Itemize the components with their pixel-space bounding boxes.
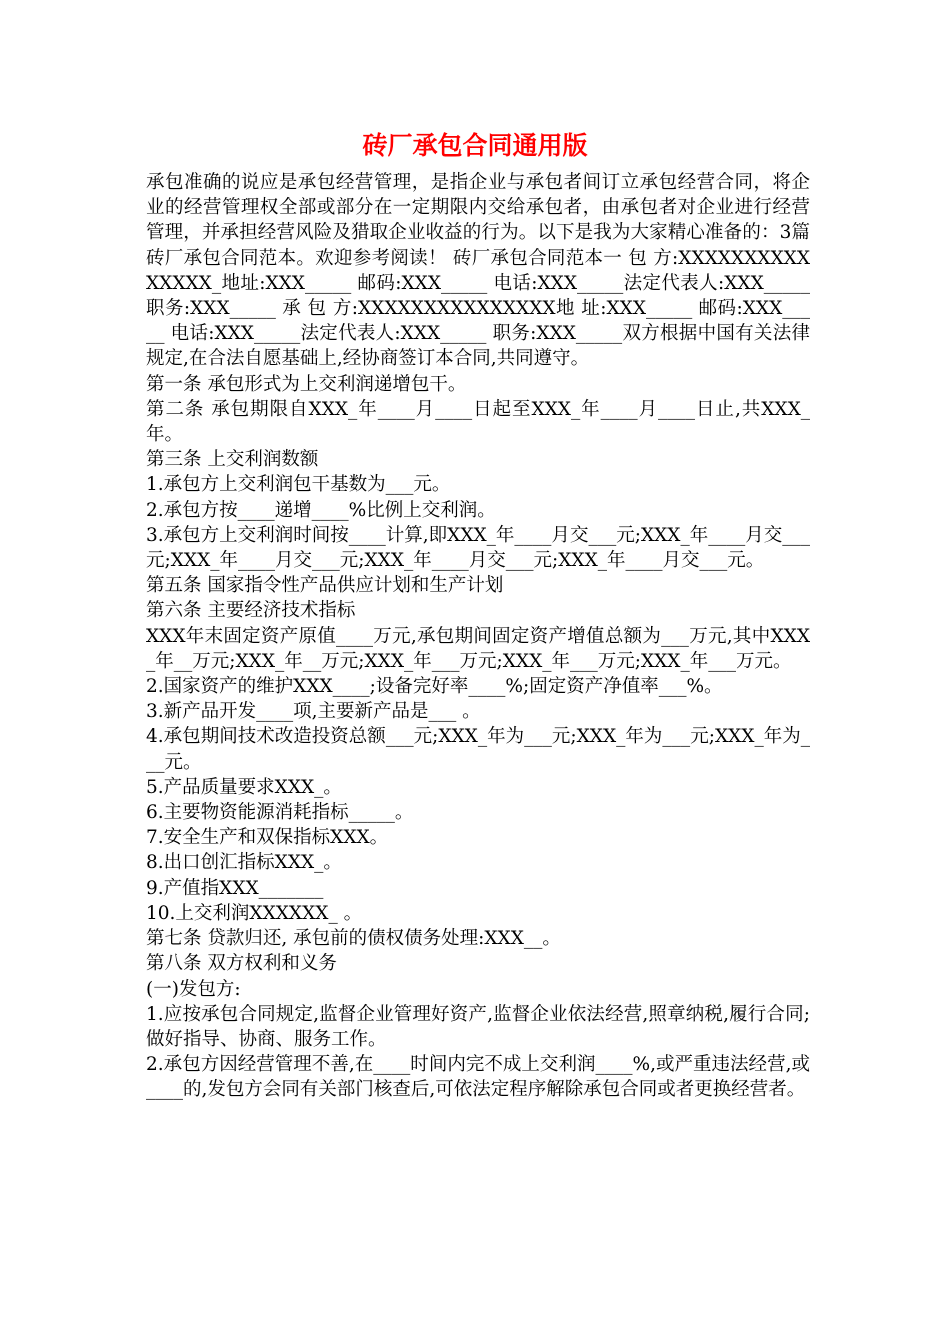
article-6-item-8: 8.出口创汇指标XXX_。 — [146, 852, 342, 874]
article-6-item-4: 4.承包期间技术改造投资总额___元;XXX_年为___元;XXX_年为___元;XXX_年为___元。 — [146, 726, 810, 773]
article-6-item-2: 2.国家资产的维护XXX____;设备完好率____%;固定资产净值率___%。 — [146, 676, 723, 698]
article-6-item-6: 6.主要物资能源消耗指标_____。 — [146, 802, 414, 824]
article-6-item-5: 5.产品质量要求XXX_。 — [146, 776, 342, 798]
article-6-item-1: XXX年末固定资产原值____万元,承包期间固定资产增值总额为___万元,其中XXX_年__万元;XXX_年__万元;XXX_年___万元;XXX_年___万元;XXX_年___万元。 — [146, 625, 810, 672]
article-6-item-3: 3.新产品开发____项,主要新产品是___ 。 — [146, 701, 481, 723]
article-6-heading: 第六条 主要经济技术指标 — [146, 600, 356, 622]
article-8-section-1: (一)发包方: — [146, 978, 241, 1000]
article-2: 第二条 承包期限自XXX_年____月____日起至XXX_年____月____日止,共XXX_年。 — [146, 398, 810, 446]
article-3-item-3: 3.承包方上交利润时间按____计算,即XXX_年____月交___元;XXX_年____月交___元;XXX_年____月交___元;XXX_年____月交___元;XXX_年____月交___元。 — [146, 524, 810, 572]
article-7: 第七条 贷款归还, 承包前的债权债务处理:XXX__。 — [146, 928, 561, 950]
article-8-item-2: 2.承包方因经营管理不善,在____时间内完不成上交利润____%,或严重违法经营,或____的,发包方会同有关部门核查后,可依法定程序解除承包合同或者更换经营者。 — [146, 1054, 810, 1101]
article-8-heading: 第八条 双方权利和义务 — [146, 953, 337, 975]
document-body — [146, 170, 810, 1103]
article-8-item-1: 1.应按承包合同规定,监督企业管理好资产,监督企业依法经营,照章纳税,履行合同;做好指导、协商、服务工作。 — [146, 1003, 810, 1050]
article-6-item-7: 7.安全生产和双保指标XXX。 — [146, 827, 389, 849]
article-3-item-1: 1.承包方上交利润包干基数为___元。 — [146, 474, 451, 496]
article-6-item-10: 10.上交利润XXXXXX_ 。 — [146, 902, 363, 924]
document-title: 砖厂承包合同通用版 — [362, 131, 588, 160]
article-3-heading: 第三条 上交利润数额 — [146, 449, 319, 471]
article-3-item-2: 2.承包方按____递增____%比例上交利润。 — [146, 499, 496, 521]
article-6-item-9: 9.产值指XXX_______ — [146, 877, 324, 899]
article-1: 第一条 承包形式为上交利润递增包干。 — [146, 373, 467, 395]
intro-paragraph: 承包准确的说应是承包经营管理，是指企业与承包者间订立承包经营合同，将企业的经营管理权全部或部分在一定期限内交给承包者，由承包者对企业进行经营管理，并承担经营风险及猎取企业收益的行为。以下是我为大家精心准备的：3篇砖厂承包合同范本。欢迎参考阅读！ 砖厂承包合同范本一 包 方:XXXXXXXXXXXXXXX_地址:XXX_____ 邮码:XXX_____ 电话:XXX_____法定代表人:XXX_____职务:XXX_____ 承 包 方:XXXXXXXXXXXXXXX地 址:XXX_____ 邮码:XXX_____ 电话:XXX_____法定代表人:XXX_____ 职务:XXX_____双方根据中国有关法律规定,在合法自愿基础上,经协商签订本合同,共同遵守。 — [146, 172, 810, 370]
article-5: 第五条 国家指令性产品供应计划和生产计划 — [146, 575, 504, 597]
